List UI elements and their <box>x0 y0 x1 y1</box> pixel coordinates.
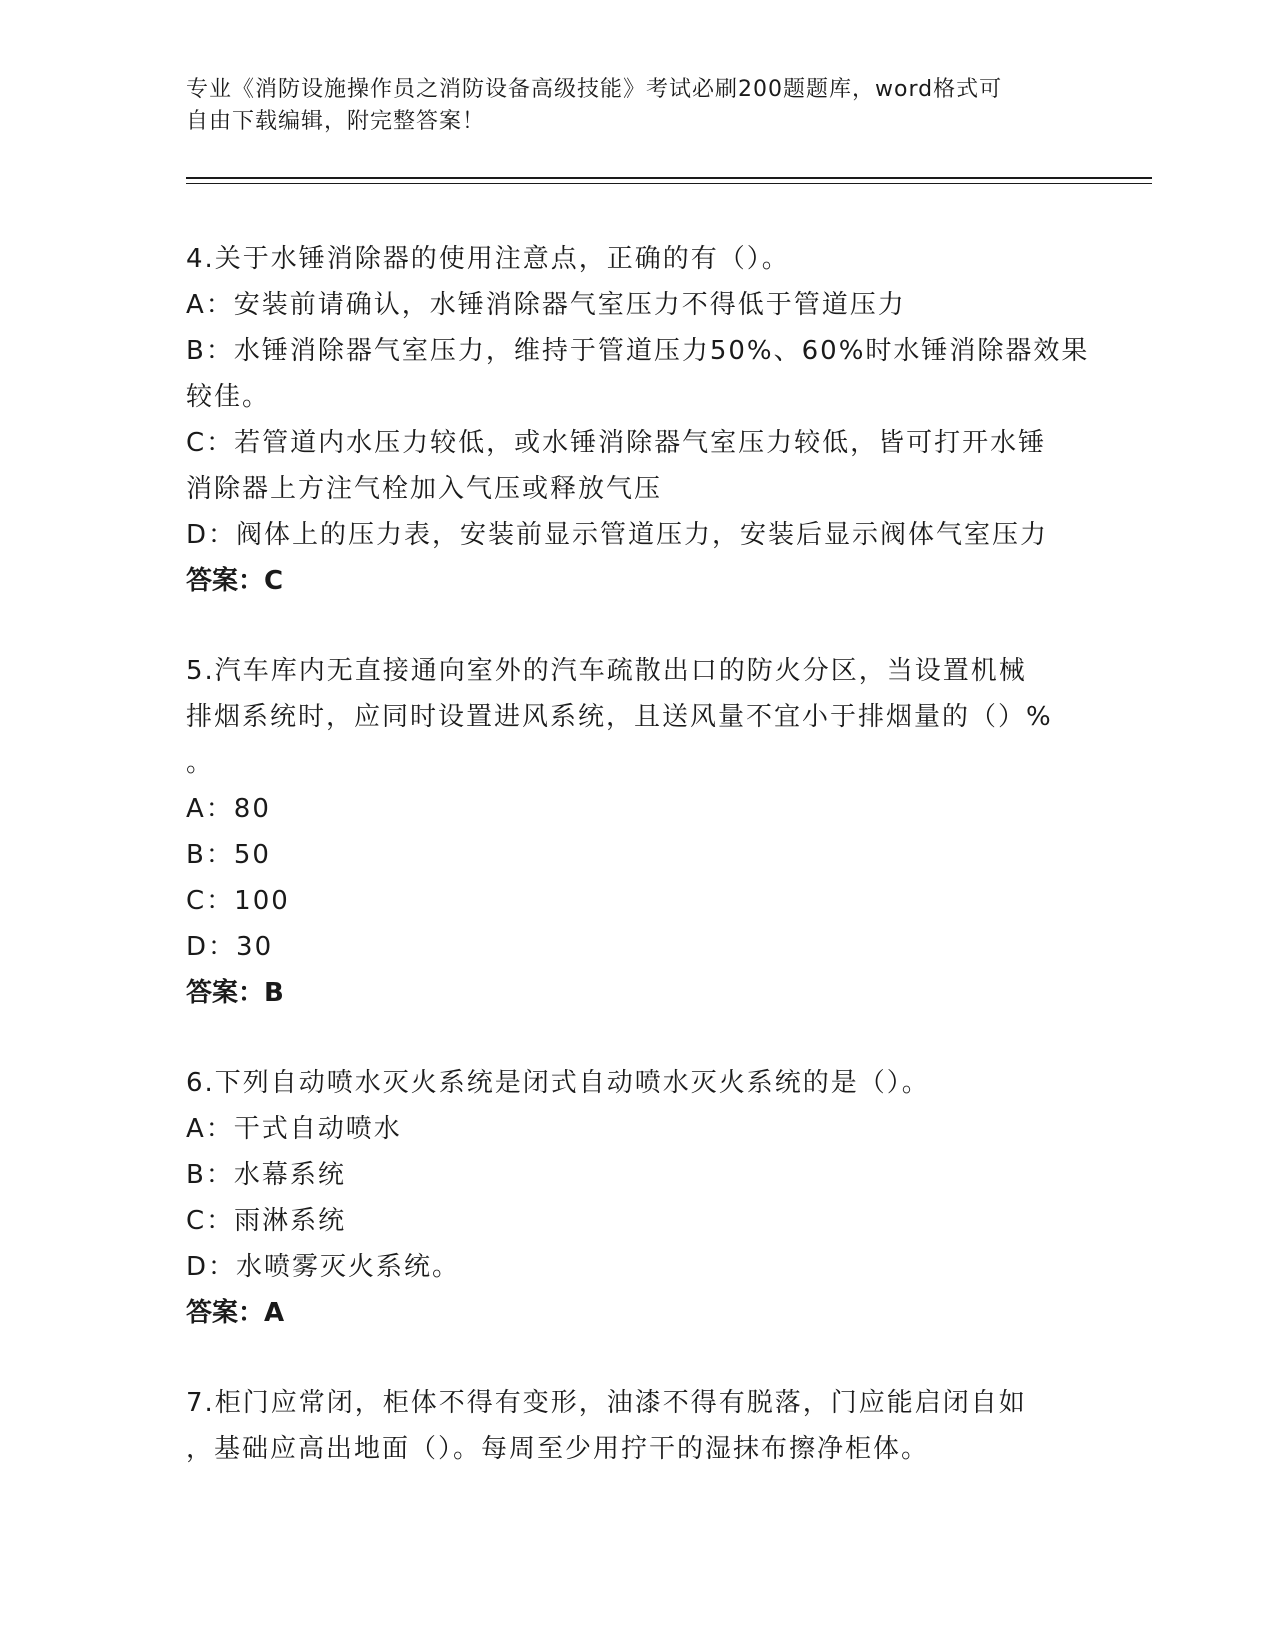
option-b-continued: 较佳。 <box>186 382 271 412</box>
header-line-2: 自由下载编辑，附完整答案！ <box>186 109 486 134</box>
option-d: D：30 <box>186 932 274 962</box>
question-text: 6.下列自动喷水灭火系统是闭式自动喷水灭火系统的是（）。 <box>186 1068 930 1098</box>
option-d: D：水喷雾灭火系统。 <box>186 1252 461 1282</box>
header-line-1: 专业《消防设施操作员之消防设备高级技能》考试必刷200题题库，word格式可 <box>186 77 1003 102</box>
header-divider-thin <box>186 183 1152 184</box>
option-d: D：阀体上的压力表，安装前显示管道压力，安装后显示阀体气室压力 <box>186 520 1049 550</box>
option-b: B：水锤消除器气室压力，维持于管道压力50%、60%时水锤消除器效果 <box>186 336 1090 366</box>
question-text-continued: 。 <box>186 748 215 778</box>
document-header <box>186 74 1086 138</box>
answer-text: 答案：B <box>186 978 284 1008</box>
option-c: C：100 <box>186 886 290 916</box>
question-text: 4.关于水锤消除器的使用注意点，正确的有（）。 <box>186 244 790 274</box>
question-item <box>186 648 1086 1016</box>
question-item <box>186 1060 1086 1336</box>
option-a: A：80 <box>186 794 271 824</box>
question-text-continued: 排烟系统时，应同时设置进风系统，且送风量不宜小于排烟量的（）% <box>186 702 1053 732</box>
question-text: 5.汽车库内无直接通向室外的汽车疏散出口的防火分区，当设置机械 <box>186 656 1027 686</box>
question-list <box>186 236 1090 1516</box>
answer-text: 答案：A <box>186 1298 285 1328</box>
question-text-continued: ，基础应高出地面（）。每周至少用拧干的湿抹布擦净柜体。 <box>186 1434 930 1464</box>
question-item <box>186 236 1090 604</box>
question-item <box>186 1380 1086 1472</box>
option-c-continued: 消除器上方注气栓加入气压或释放气压 <box>186 474 663 504</box>
option-b: B：水幕系统 <box>186 1160 346 1190</box>
option-c: C：若管道内水压力较低，或水锤消除器气室压力较低，皆可打开水锤 <box>186 428 1047 458</box>
option-a: A：安装前请确认，水锤消除器气室压力不得低于管道压力 <box>186 290 906 320</box>
answer-text: 答案：C <box>186 566 284 596</box>
header-divider-thick <box>186 177 1152 179</box>
option-b: B：50 <box>186 840 271 870</box>
question-text: 7.柜门应常闭，柜体不得有变形，油漆不得有脱落，门应能启闭自如 <box>186 1388 1027 1418</box>
option-a: A：干式自动喷水 <box>186 1114 402 1144</box>
option-c: C：雨淋系统 <box>186 1206 347 1236</box>
